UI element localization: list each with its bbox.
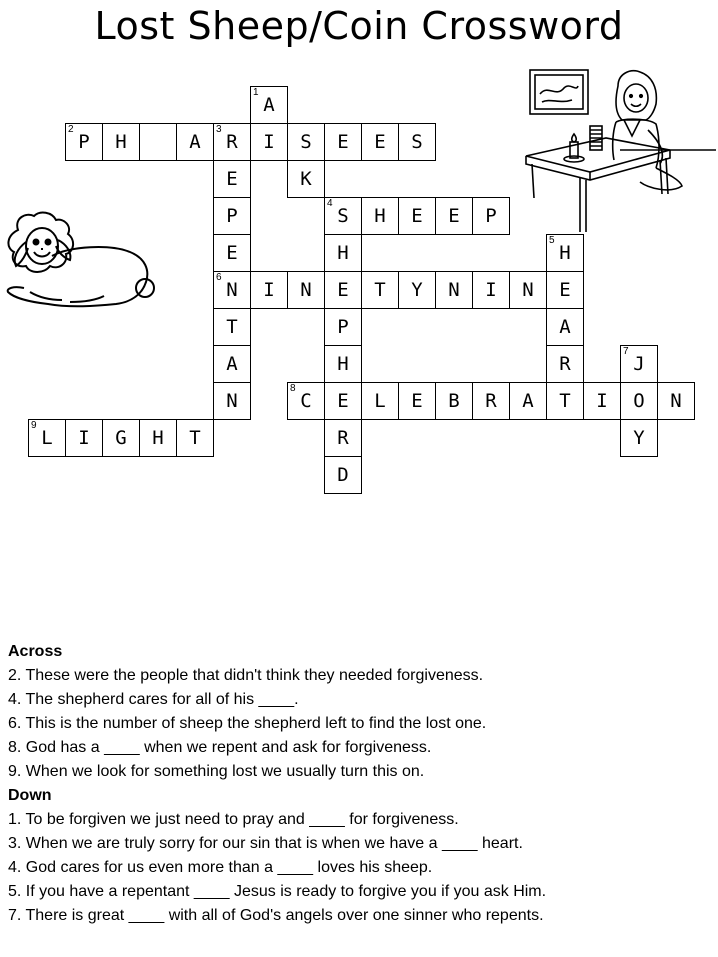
crossword-cell[interactable] — [546, 308, 584, 346]
crossword-cell[interactable] — [213, 382, 251, 420]
sheep-illustration — [0, 208, 160, 320]
page-title: Lost Sheep/Coin Crossword — [94, 4, 624, 48]
clue-number: 5 — [549, 235, 555, 246]
down-clue: 1. To be forgiven we just need to pray and ____ for forgiveness. — [8, 811, 459, 828]
cell-letter: H — [337, 242, 349, 264]
down-heading: Down — [8, 787, 52, 804]
crossword-cell[interactable] — [213, 271, 251, 309]
clue-number: 3 — [216, 124, 222, 135]
cell-letter: E — [559, 279, 571, 301]
cell-letter: E — [226, 168, 238, 190]
cell-letter: N — [448, 279, 460, 301]
cell-letter: H — [374, 205, 386, 227]
crossword-cell[interactable] — [361, 197, 399, 235]
clue-number: 8 — [290, 383, 296, 394]
across-heading: Across — [8, 643, 63, 660]
cell-letter: N — [670, 390, 682, 412]
crossword-cell[interactable] — [472, 197, 510, 235]
cell-letter: I — [78, 427, 90, 449]
cell-letter: N — [226, 390, 238, 412]
crossword-cell[interactable] — [546, 271, 584, 309]
crossword-cell[interactable] — [102, 419, 140, 457]
cell-letter: R — [485, 390, 497, 412]
cell-letter: S — [300, 131, 312, 153]
crossword-cell[interactable] — [287, 382, 325, 420]
crossword-cell[interactable] — [176, 123, 214, 161]
crossword-cell[interactable] — [472, 271, 510, 309]
across-clue: 6. This is the number of sheep the shepherd left to find the lost one. — [8, 715, 487, 732]
crossword-cell[interactable] — [213, 345, 251, 383]
cell-letter: L — [374, 390, 386, 412]
crossword-cell[interactable] — [620, 382, 658, 420]
cell-letter: A — [226, 353, 238, 375]
crossword-cell[interactable] — [213, 197, 251, 235]
crossword-cell[interactable] — [435, 271, 473, 309]
across-clue: 8. God has a ____ when we repent and ask for forgiveness. — [8, 739, 432, 756]
cell-letter: E — [337, 390, 349, 412]
crossword-cell[interactable] — [657, 382, 695, 420]
clue-number: 1 — [253, 87, 259, 98]
down-clue: 3. When we are truly sorry for our sin that is when we have a ____ heart. — [8, 835, 523, 852]
cell-letter: P — [226, 205, 238, 227]
crossword-cell[interactable] — [213, 308, 251, 346]
cell-letter: I — [263, 279, 275, 301]
cell-letter: A — [189, 131, 201, 153]
cell-letter: R — [226, 131, 238, 153]
crossword-cell[interactable] — [324, 308, 362, 346]
cell-letter: N — [300, 279, 312, 301]
clues-section — [8, 640, 708, 928]
crossword-cell[interactable] — [102, 123, 140, 161]
cell-letter: N — [522, 279, 534, 301]
cell-letter: T — [374, 279, 386, 301]
crossword-cell[interactable] — [546, 345, 584, 383]
crossword-cell[interactable] — [139, 123, 177, 161]
cell-letter: N — [226, 279, 238, 301]
cell-letter: J — [633, 353, 645, 375]
crossword-cell[interactable] — [250, 123, 288, 161]
crossword-cell[interactable] — [620, 345, 658, 383]
crossword-cell[interactable] — [361, 271, 399, 309]
cell-letter: H — [115, 131, 127, 153]
crossword-cell[interactable] — [620, 419, 658, 457]
cell-letter: Y — [633, 427, 645, 449]
crossword-cell[interactable] — [213, 160, 251, 198]
clue-number: 4 — [327, 198, 333, 209]
crossword-cell[interactable] — [398, 382, 436, 420]
crossword-cell[interactable] — [583, 382, 621, 420]
crossword-cell[interactable] — [361, 382, 399, 420]
crossword-cell[interactable] — [250, 86, 288, 124]
cell-letter: P — [485, 205, 497, 227]
cell-letter: B — [448, 390, 460, 412]
cell-letter: P — [78, 131, 90, 153]
cell-letter: I — [485, 279, 497, 301]
down-clue: 4. God cares for us even more than a ____ loves his sheep. — [8, 859, 433, 876]
cell-letter: H — [152, 427, 164, 449]
clue-number: 6 — [216, 272, 222, 283]
cell-letter: S — [337, 205, 349, 227]
crossword-cell[interactable] — [509, 271, 547, 309]
cell-letter: R — [337, 427, 349, 449]
crossword-cell[interactable] — [324, 345, 362, 383]
cell-letter: K — [300, 168, 312, 190]
cell-letter: G — [115, 427, 127, 449]
cell-letter: C — [300, 390, 312, 412]
crossword-cell[interactable] — [324, 419, 362, 457]
cell-letter: E — [411, 205, 423, 227]
crossword-cell[interactable] — [324, 234, 362, 272]
crossword-cell[interactable] — [546, 382, 584, 420]
crossword-cell[interactable] — [65, 123, 103, 161]
cell-letter: E — [411, 390, 423, 412]
crossword-cell[interactable] — [472, 382, 510, 420]
crossword-cell[interactable] — [324, 271, 362, 309]
crossword-cell[interactable] — [287, 123, 325, 161]
clue-number: 7 — [623, 346, 629, 357]
cell-letter: I — [263, 131, 275, 153]
crossword-cell[interactable] — [324, 197, 362, 235]
cell-letter: D — [337, 464, 349, 486]
across-clue: 2. These were the people that didn't think they needed forgiveness. — [8, 667, 484, 684]
crossword-cell[interactable] — [213, 123, 251, 161]
down-clue: 5. If you have a repentant ____ Jesus is ready to forgive you if you ask Him. — [8, 883, 547, 900]
cell-letter: T — [226, 316, 238, 338]
crossword-cell[interactable] — [213, 234, 251, 272]
cell-letter: E — [374, 131, 386, 153]
crossword-cell[interactable] — [176, 419, 214, 457]
cell-letter: Y — [411, 279, 423, 301]
cell-letter: A — [522, 390, 534, 412]
crossword-cell[interactable] — [509, 382, 547, 420]
crossword-cell[interactable] — [398, 271, 436, 309]
cell-letter: O — [633, 390, 645, 412]
crossword-cell[interactable] — [287, 271, 325, 309]
cell-letter: R — [559, 353, 571, 375]
crossword-cell[interactable] — [435, 197, 473, 235]
crossword-cell[interactable] — [139, 419, 177, 457]
cell-letter: E — [448, 205, 460, 227]
cell-letter: E — [337, 131, 349, 153]
cell-letter: H — [559, 242, 571, 264]
crossword-cell[interactable] — [324, 123, 362, 161]
crossword-cell[interactable] — [435, 382, 473, 420]
cell-letter: P — [337, 316, 349, 338]
cell-letter: T — [559, 390, 571, 412]
cell-letter: E — [226, 242, 238, 264]
cell-letter: I — [596, 390, 608, 412]
crossword-cell[interactable] — [398, 123, 436, 161]
crossword-cell[interactable] — [324, 382, 362, 420]
crossword-cell[interactable] — [361, 123, 399, 161]
cell-letter: L — [41, 427, 53, 449]
crossword-cell[interactable] — [287, 160, 325, 198]
crossword-cell[interactable] — [28, 419, 66, 457]
cell-letter: H — [337, 353, 349, 375]
crossword-cell[interactable] — [324, 456, 362, 494]
cell-letter: A — [263, 94, 275, 116]
woman-table-illustration — [520, 64, 716, 244]
cell-letter: T — [189, 427, 201, 449]
crossword-cell[interactable] — [65, 419, 103, 457]
crossword-cell[interactable] — [250, 271, 288, 309]
clue-number: 2 — [68, 124, 74, 135]
across-clue: 4. The shepherd cares for all of his ____. — [8, 691, 299, 708]
clue-number: 9 — [31, 420, 37, 431]
cell-letter: A — [559, 316, 571, 338]
across-clue: 9. When we look for something lost we usually turn this on. — [8, 763, 425, 780]
crossword-cell[interactable] — [398, 197, 436, 235]
cell-letter: E — [337, 279, 349, 301]
down-clue: 7. There is great ____ with all of God's angels over one sinner who repents. — [8, 907, 544, 924]
cell-letter: S — [411, 131, 423, 153]
